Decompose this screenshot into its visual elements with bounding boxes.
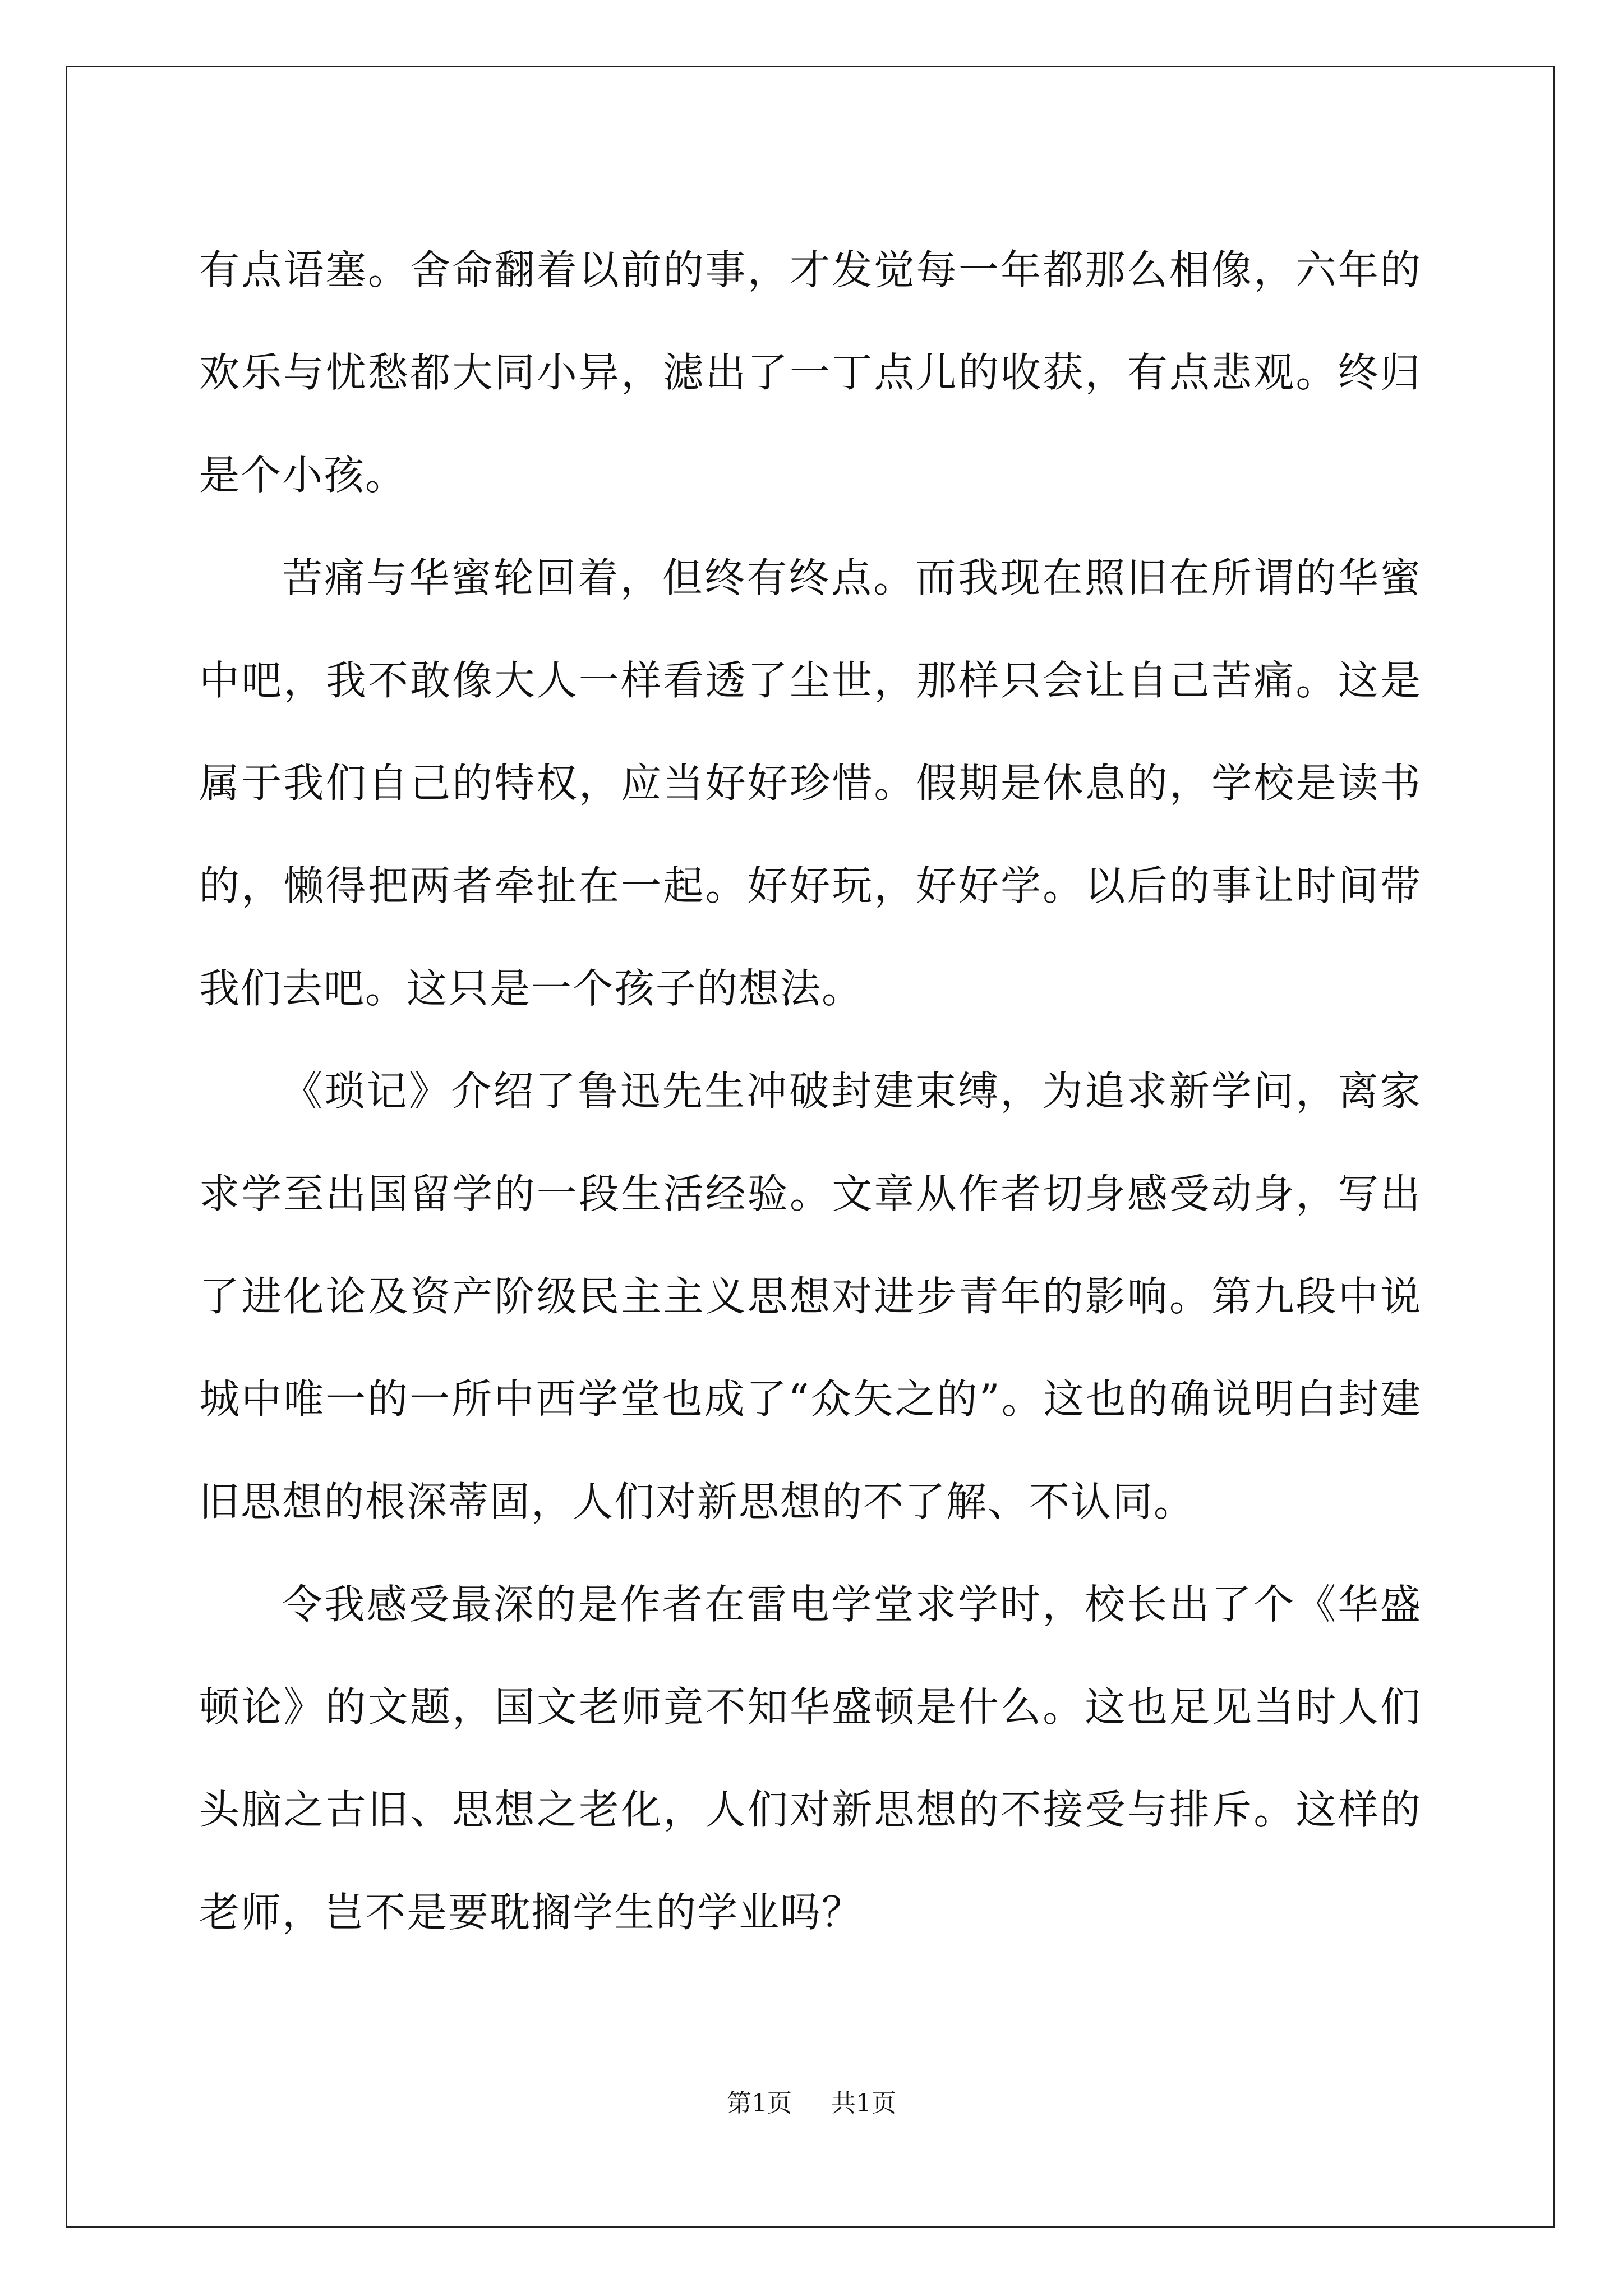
paragraph-1: 有点语塞。舍命翻着以前的事，才发觉每一年都那么相像，六年的欢乐与忧愁都大同小异，滤出了一丁点儿的收获，有点悲观。终归是个小孩。 xyxy=(199,246,1422,499)
paragraph-4: 令我感受最深的是作者在雷电学堂求学时，校长出了个《华盛顿论》的文题，国文老师竟不知华盛顿是什么。这也足见当时人们头脑之古旧、思想之老化，人们对新思想的不接受与排斥。这样的老师，岂不是要耽搁学生的学业吗？ xyxy=(199,1581,1422,1936)
page-number-current: 第1页 xyxy=(727,2089,792,2118)
paragraph-2: 苦痛与华蜜轮回着，但终有终点。而我现在照旧在所谓的华蜜中吧，我不敢像大人一样看透了尘世，那样只会让自己苦痛。这是属于我们自己的特权，应当好好珍惜。假期是休息的，学校是读书的，懒得把两者牵扯在一起。好好玩，好好学。以后的事让时间带我们去吧。这只是一个孩子的想法。 xyxy=(199,554,1422,1012)
paragraph-3: 《琐记》介绍了鲁迅先生冲破封建束缚，为追求新学问，离家求学至出国留学的一段生活经验。文章从作者切身感受动身，写出了进化论及资产阶级民主主义思想对进步青年的影响。第九段中说城中唯一的一所中西学堂也成了“众矢之的”。这也的确说明白封建旧思想的根深蒂固，人们对新思想的不了解、不认同。 xyxy=(199,1068,1422,1525)
page-number-total: 共1页 xyxy=(831,2089,896,2118)
document-body xyxy=(199,219,1422,1964)
page-footer xyxy=(0,2087,1623,2120)
